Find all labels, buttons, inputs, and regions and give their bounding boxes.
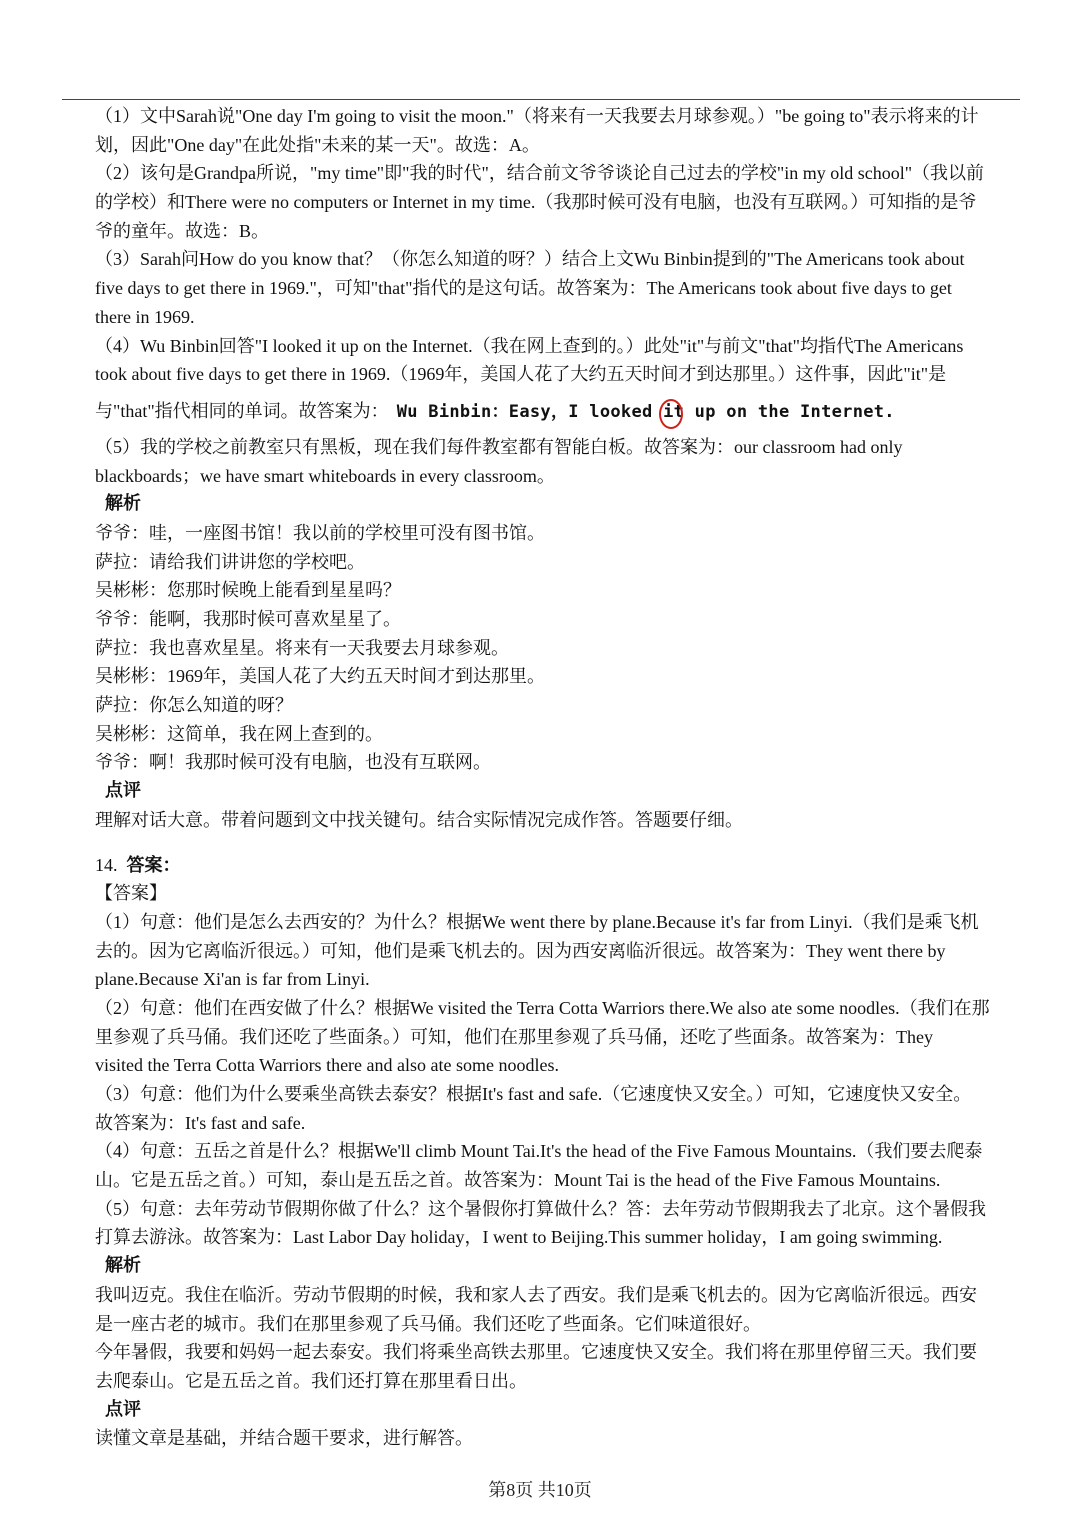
dialog-line: 吴彬彬：这简单，我在网上查到的。: [95, 723, 383, 744]
q14-jiexi-line: 我叫迈克。我住在临沂。劳动节假期的时候，我和家人去了西安。我们是乘飞机去的。因为它离临沂很远。西安: [95, 1284, 977, 1305]
q14-dianping-text: 读懂文章是基础，并结合题干要求，进行解答。: [95, 1428, 473, 1449]
q14-dianping-heading: 点评: [105, 1398, 141, 1420]
q14-line: （1）句意：他们是怎么去西安的？为什么？根据We went there by plane.Because it's far from Linyi.（我们是乘飞机: [95, 911, 979, 932]
q14-line: 去的。因为它离临沂很远。）可知，他们是乘飞机去的。因为西安离临沂很远。故答案为：They went there by: [95, 940, 946, 961]
dialog-line: 萨拉：你怎么知道的呀？: [95, 695, 293, 716]
q14-line: （4）句意：五岳之首是什么？根据We'll climb Mount Tai.It's the head of the Five Famous Mountains.（我们要去爬泰: [95, 1141, 983, 1162]
page-footer: 第8页 共10页: [488, 1480, 592, 1500]
dialog-line: 萨拉：我也喜欢星星。将来有一天我要去月球参观。: [95, 637, 509, 658]
handwritten-answer-part-a: Wu Binbin：Easy，I looked: [396, 401, 664, 422]
q13-dianping-heading: 点评: [105, 780, 141, 802]
q14-line: 打算去游泳。故答案为：Last Labor Day holiday，I went to Beijing.This summer holiday，I am going swimming.: [95, 1227, 943, 1248]
q13-line-9: （4）Wu Binbin回答"I looked it up on the Internet.（我在网上查到的。）此处"it"与前文"that"均指代The Americans: [95, 335, 964, 356]
q13-dianping-text: 理解对话大意。带着问题到文中找关键句。结合实际情况完成作答。答题要仔细。: [95, 809, 743, 830]
q13-line-6: （3）Sarah问How do you know that？（你怎么知道的呀？）结合上文Wu Binbin提到的"The Americans took about: [95, 249, 965, 270]
q13-line-4: 的学校）和There were no computers or Internet in my time.（我那时候可没有电脑，也没有互联网。）可知指的是爷: [95, 192, 977, 213]
q13-line-7: five days to get there in 1969."，可知"that"指代的是这句话。故答案为：The Americans took about five days to get: [95, 278, 952, 299]
q14-line: （5）句意：去年劳动节假期你做了什么？这个暑假你打算做什么？答：去年劳动节假期我去了北京。这个暑假我: [95, 1198, 986, 1219]
dialog-line: 爷爷：啊！我那时候可没有电脑，也没有互联网。: [95, 752, 491, 773]
q13-line-2: 划，因此"One day"在此处指"未来的某一天"。故选：A。: [95, 134, 540, 155]
q14-jiexi-line: 是一座古老的城市。我们在那里参观了兵马俑。我们还吃了些面条。它们味道很好。: [95, 1313, 761, 1334]
q14-answer-heading: 答案：: [126, 854, 181, 876]
q13-jiexi-heading: 解析: [105, 493, 141, 515]
q13-line-11-prefix: 与"that"指代相同的单词。故答案为：: [95, 400, 389, 421]
q13-line-1: （1）文中Sarah说"One day I'm going to visit the moon."（将来有一天我要去月球参观。）"be going to"表示将来的计: [95, 106, 979, 126]
q14-jiexi-line: 去爬泰山。它是五岳之首。我们还打算在那里看日出。: [95, 1370, 527, 1391]
q13-line-10: took about five days to get there in 1969.（1969年，美国人花了大约五天时间才到达那里。）这件事，因此"it"是: [95, 364, 947, 385]
q14-heading: [95, 851, 1040, 880]
q14-jiexi-heading: 解析: [105, 1255, 141, 1277]
q14-answer-tag: 【答案】: [95, 883, 167, 904]
dialog-line: 萨拉：请给我们讲讲您的学校吧。: [95, 551, 365, 572]
header-rule: [62, 99, 1020, 100]
dialog-line: 爷爷：哇，一座图书馆！我以前的学校里可没有图书馆。: [95, 522, 545, 543]
q14-line: visited the Terra Cotta Warriors there and also ate some noodles.: [95, 1055, 559, 1076]
q14-line: plane.Because Xi'an is far from Linyi.: [95, 969, 370, 990]
q14-line: 里参观了兵马俑。我们还吃了些面条。）可知，他们在那里参观了兵马俑，还吃了些面条。故答案为：They: [95, 1026, 933, 1047]
circled-word-it: it: [663, 390, 684, 434]
q13-line-5: 爷的童年。故选：B。: [95, 220, 270, 241]
q14-line: （3）句意：他们为什么要乘坐高铁去泰安？根据It's fast and safe.（它速度快又安全。）可知，它速度快又安全。: [95, 1084, 972, 1104]
q14-number: 14.: [95, 854, 118, 875]
q14-line: （2）句意：他们在西安做了什么？根据We visited the Terra Cotta Warriors there.We also ate some noodles.（我们在那: [95, 997, 990, 1018]
handwritten-answer: [397, 402, 895, 422]
section-gap: [95, 835, 1040, 851]
q13-line-13: blackboards；we have smart whiteboards in every classroom。: [95, 465, 555, 486]
dialog-line: 吴彬彬：1969年，美国人花了大约五天时间才到达那里。: [95, 666, 545, 687]
q13-line-3: （2）该句是Grandpa所说，"my time"即"我的时代"，结合前文爷爷谈论自己过去的学校"in my old school"（我以前: [95, 163, 985, 184]
q14-line: 山。它是五岳之首。）可知，泰山是五岳之首。故答案为：Mount Tai is the head of the Five Famous Mountains.: [95, 1170, 941, 1191]
document-page: [95, 102, 1040, 1453]
q13-line-11: [95, 389, 1040, 433]
dialog-line: 吴彬彬：您那时候晚上能看到星星吗？: [95, 580, 401, 601]
q13-line-12: （5）我的学校之前教室只有黑板，现在我们每件教室都有智能白板。故答案为：our classroom had only: [95, 436, 903, 457]
q13-line-8: there in 1969.: [95, 306, 195, 327]
dialog-line: 爷爷：能啊，我那时候可喜欢星星了。: [95, 609, 401, 629]
handwritten-answer-part-b: up on the Internet.: [684, 401, 895, 422]
q14-line: 故答案为：It's fast and safe.: [95, 1112, 306, 1133]
q14-jiexi-line: 今年暑假，我要和妈妈一起去泰安。我们将乘坐高铁去那里。它速度快又安全。我们将在那里停留三天。我们要: [95, 1342, 977, 1363]
